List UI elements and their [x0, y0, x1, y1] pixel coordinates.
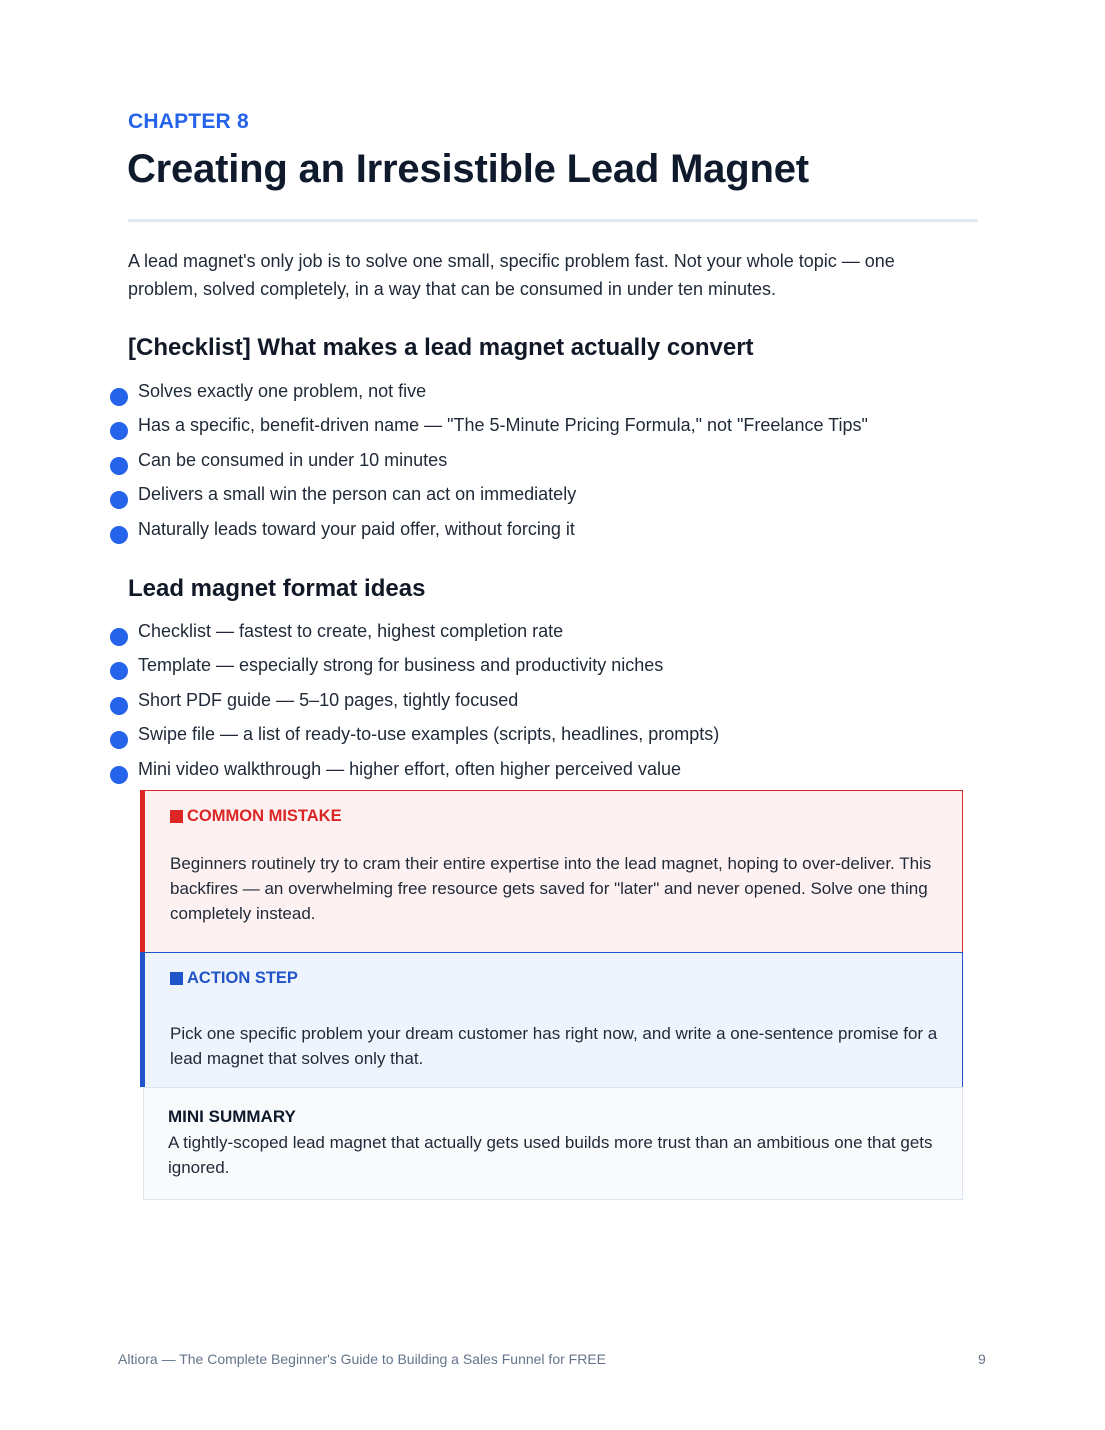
list-item-text: Can be consumed in under 10 minutes: [138, 449, 448, 470]
mini-summary-box: [143, 1087, 963, 1200]
bullet-icon: [110, 422, 128, 440]
action-square-icon: [170, 972, 183, 985]
checklist-heading: [Checklist] What makes a lead magnet actually convert: [128, 334, 754, 361]
formats-list: [108, 618, 988, 790]
bullet-icon: [110, 491, 128, 509]
list-item-text: Solves exactly one problem, not five: [138, 381, 427, 401]
action-step-callout: [140, 952, 963, 1087]
bullet-icon: [110, 766, 128, 784]
list-item: [108, 652, 988, 686]
common-mistake-label: [170, 807, 342, 826]
mini-summary-label: MINI SUMMARY: [168, 1107, 296, 1126]
list-item-text: Mini video walkthrough — higher effort, often higher perceived value: [138, 758, 681, 779]
list-item-text: Has a specific, benefit-driven name — "The 5-Minute Pricing Formula," not "Freelance Tips": [138, 415, 868, 436]
warning-square-icon: [170, 810, 183, 823]
list-item-text: Naturally leads toward your paid offer, without forcing it: [138, 518, 575, 539]
bullet-icon: [110, 697, 128, 715]
list-item-text: Delivers a small win the person can act on immediately: [138, 484, 577, 505]
list-item: [108, 516, 988, 550]
action-step-label: [170, 969, 298, 988]
bullet-icon: [110, 662, 128, 680]
mini-summary-body: A tightly-scoped lead magnet that actually gets used builds more trust than an ambitious one that gets ignored.: [168, 1133, 933, 1177]
footer-text: Altiora — The Complete Beginner's Guide to Building a Sales Funnel for FREE: [118, 1351, 606, 1367]
page-number: 9: [978, 1351, 986, 1367]
common-mistake-callout: [140, 790, 963, 952]
bullet-icon: [110, 457, 128, 475]
formats-heading: Lead magnet format ideas: [128, 575, 426, 602]
bullet-icon: [110, 628, 128, 646]
list-item: [108, 447, 988, 481]
common-mistake-body: Beginners routinely try to cram their entire expertise into the lead magnet, hoping to over-deliver. This backfires — an overwhelming free resource gets saved for "later" and never opened. Solve one thing completely instead.: [170, 854, 932, 923]
intro-paragraph: A lead magnet's only job is to solve one small, specific problem fast. Not your whole topic — one problem, solved completely, in a way that can be consumed in under ten minutes.: [128, 251, 895, 299]
list-item-text: Short PDF guide — 5–10 pages, tightly focused: [138, 689, 519, 710]
list-item: [108, 618, 988, 652]
title-divider: [128, 219, 978, 222]
list-item-text: Template — especially strong for business and productivity niches: [138, 655, 664, 676]
list-item: [108, 756, 988, 790]
common-mistake-label-text: COMMON MISTAKE: [187, 807, 342, 825]
list-item: [108, 721, 988, 755]
bullet-icon: [110, 526, 128, 544]
chapter-title: Creating an Irresistible Lead Magnet: [127, 147, 809, 191]
bullet-icon: [110, 388, 128, 406]
list-item: [108, 378, 988, 412]
chapter-label: CHAPTER 8: [128, 110, 249, 133]
list-item: [108, 687, 988, 721]
bullet-icon: [110, 731, 128, 749]
action-step-label-text: ACTION STEP: [187, 969, 298, 987]
checklist-list: [108, 378, 988, 550]
list-item: [108, 412, 988, 446]
list-item: [108, 481, 988, 515]
list-item-text: Checklist — fastest to create, highest completion rate: [138, 621, 564, 641]
action-step-body: Pick one specific problem your dream customer has right now, and write a one-sentence promise for a lead magnet that solves only that.: [170, 1024, 938, 1068]
list-item-text: Swipe file — a list of ready-to-use examples (scripts, headlines, prompts): [138, 724, 720, 745]
